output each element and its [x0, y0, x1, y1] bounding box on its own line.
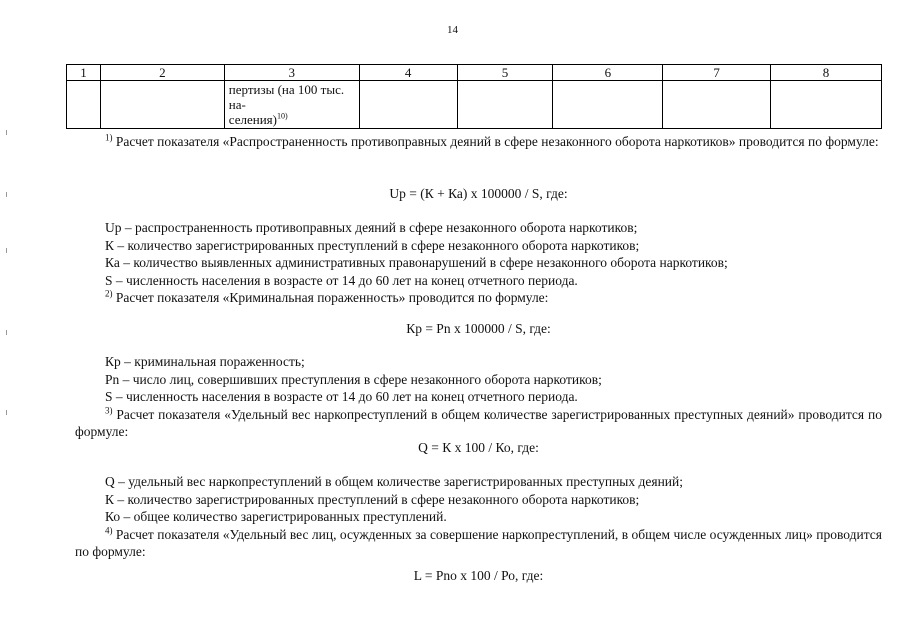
- table-cell: [67, 81, 101, 129]
- column-header: 2: [100, 65, 224, 81]
- definition-line: Q – удельный вес наркопреступлений в общем количестве зарегистрированных преступных деяний;: [105, 474, 683, 489]
- definition-line: Кр – криминальная пораженность;: [105, 354, 305, 369]
- data-table: [66, 64, 882, 129]
- definitions-3: [75, 473, 882, 561]
- footnote-intro-text: Расчет показателя «Криминальная пораженность» проводится по формуле:: [115, 290, 549, 305]
- footnote-1: [75, 133, 882, 151]
- footnote-4-intro: [75, 526, 882, 561]
- formula-l: L = Рno x 100 / Ро, где:: [413, 568, 544, 583]
- definition-line: S – численность населения в возрасте от 14 до 60 лет на конец отчетного периода.: [105, 389, 578, 404]
- column-header: 7: [663, 65, 771, 81]
- definition-line: S – численность населения в возрасте от 14 до 60 лет на конец отчетного периода.: [105, 272, 578, 288]
- table-cell: [457, 81, 553, 129]
- scan-mark: [6, 192, 7, 197]
- footnote-marker: 2): [105, 288, 113, 299]
- footnote-intro: [75, 133, 882, 151]
- formula-q: Q = К x 100 / Ко, где:: [418, 440, 539, 455]
- footnote-marker: 4): [105, 525, 113, 535]
- column-header: 5: [457, 65, 553, 81]
- definition-line: Up – распространенность противоправных деяний в сфере незаконного оборота наркотиков;: [105, 220, 638, 235]
- definition-line: Ко – общее количество зарегистрированных преступлений.: [105, 509, 447, 524]
- scan-mark: [6, 330, 7, 335]
- footnote-intro-text: Расчет показателя «Удельный вес лиц, осужденных за совершение наркопреступлений, в общем числе осужденных лиц» проводится по формуле:: [75, 526, 883, 559]
- cell-text-line-2: [229, 112, 355, 127]
- definitions-1: [75, 219, 882, 307]
- definition-line: Ка – количество выявленных административных правонарушений в сфере незаконного оборота наркотиков;: [105, 255, 728, 270]
- formula-kp: Кр = Рn x 100000 / S, где:: [406, 321, 551, 336]
- column-header: 1: [67, 65, 101, 81]
- table-cell: [100, 81, 224, 129]
- footnote-marker: 1): [105, 132, 113, 143]
- definition-line: Рn – число лиц, совершивших преступления в сфере незаконного оборота наркотиков;: [105, 371, 602, 387]
- scan-mark: [6, 248, 7, 253]
- table-cell: [359, 81, 457, 129]
- footnote-intro-text: Расчет показателя «Распространенность противоправных деяний в сфере незаконного оборота наркотиков» проводится по формуле:: [115, 134, 879, 149]
- table-cell: [771, 81, 882, 129]
- scan-mark: [6, 130, 7, 135]
- page-number: 14: [447, 24, 458, 36]
- column-header: 8: [771, 65, 882, 81]
- footnote-intro-text: Расчет показателя «Удельный вес наркопреступлений в общем количестве зарегистрированных преступных деяний» проводится по формуле:: [75, 406, 882, 439]
- footnote-3-intro: [75, 406, 882, 441]
- definition-line: К – количество зарегистрированных преступлений в сфере незаконного оборота наркотиков;: [105, 237, 640, 253]
- table-header-row: [67, 65, 882, 81]
- column-header: 4: [359, 65, 457, 81]
- definition-line: К – количество зарегистрированных преступлений в сфере незаконного оборота наркотиков;: [105, 491, 640, 507]
- column-header: 3: [224, 65, 359, 81]
- table-cell-indicator: [224, 81, 359, 129]
- table-row: [67, 81, 882, 129]
- footnote-ref: 10): [276, 111, 288, 121]
- formula-up: Up = (К + Ка) x 100000 / S, где:: [389, 186, 568, 201]
- footnote-2-intro: [75, 289, 882, 307]
- cell-text: селения): [228, 112, 277, 127]
- scan-mark: [6, 410, 7, 415]
- definitions-2: [75, 353, 882, 441]
- cell-text-line: пертизы (на 100 тыс. на-: [228, 82, 345, 112]
- footnote-marker: 3): [105, 405, 113, 415]
- column-header: 6: [553, 65, 663, 81]
- table-cell: [663, 81, 771, 129]
- table-cell: [553, 81, 663, 129]
